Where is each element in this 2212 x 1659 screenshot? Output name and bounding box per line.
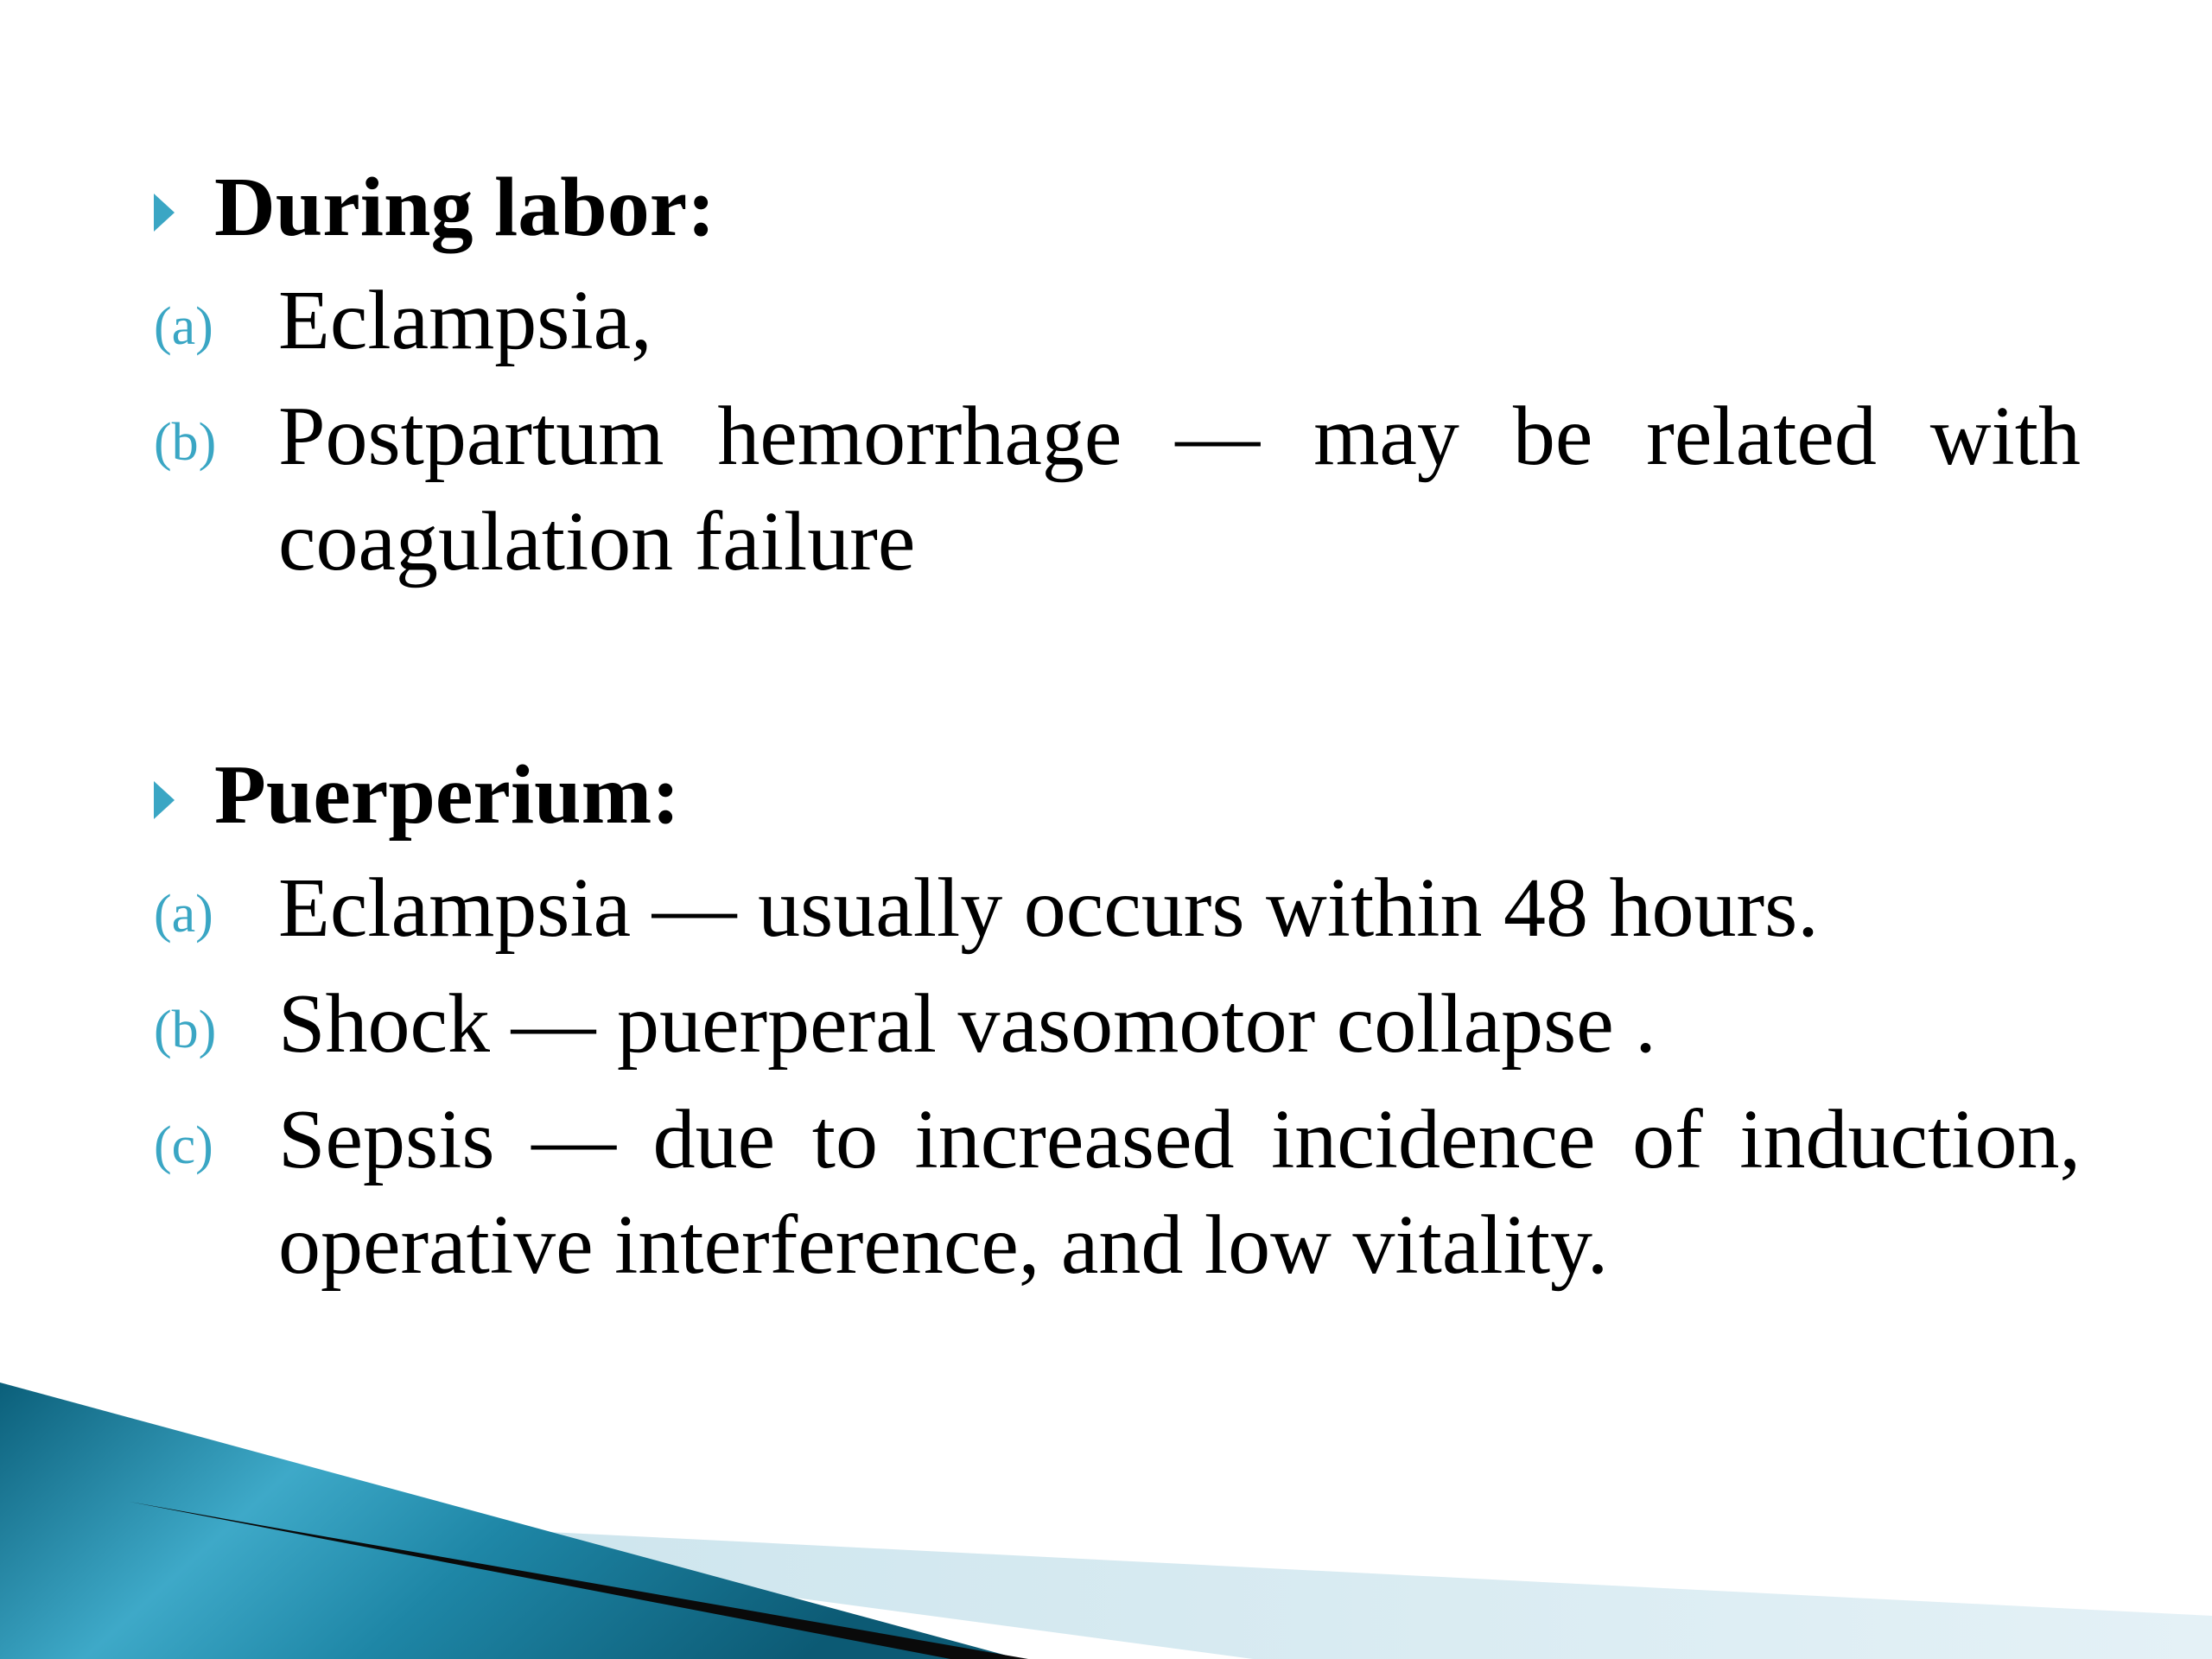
list-item — [154, 971, 2081, 1077]
section-title: Puerperium: — [214, 748, 680, 842]
list-item — [154, 384, 2081, 594]
section-title: During labor: — [214, 161, 715, 254]
list-item — [154, 1087, 2081, 1298]
section-heading-puerperium — [154, 743, 2081, 855]
list-item — [154, 268, 2081, 373]
list-item-text: Postpartum hemorrhage — may be related with coagulation failure — [278, 390, 2081, 588]
decorative-wave-graphic — [0, 1382, 2212, 1659]
triangle-bullet-icon — [154, 194, 175, 232]
list-item-text: Eclampsia, — [278, 274, 652, 367]
triangle-bullet-icon — [154, 781, 175, 819]
list-item — [154, 855, 2081, 961]
list-item-marker: (b) — [154, 1001, 217, 1059]
list-item-marker: (a) — [154, 297, 213, 356]
list-item-marker: (a) — [154, 885, 213, 944]
list-item-text: Sepsis — due to increased incidence of induction, operative interference, and low vitality. — [278, 1093, 2081, 1292]
section-gap — [154, 605, 2081, 743]
list-item-marker: (b) — [154, 413, 217, 472]
slide-content — [154, 156, 2081, 1308]
list-item-text: Eclampsia — usually occurs within 48 hours. — [278, 861, 1819, 955]
section-heading-during-labor — [154, 156, 2081, 268]
list-item-text: Shock — puerperal vasomotor collapse . — [278, 977, 1656, 1071]
list-item-marker: (c) — [154, 1116, 213, 1175]
teal-band-shape — [0, 1382, 1020, 1659]
